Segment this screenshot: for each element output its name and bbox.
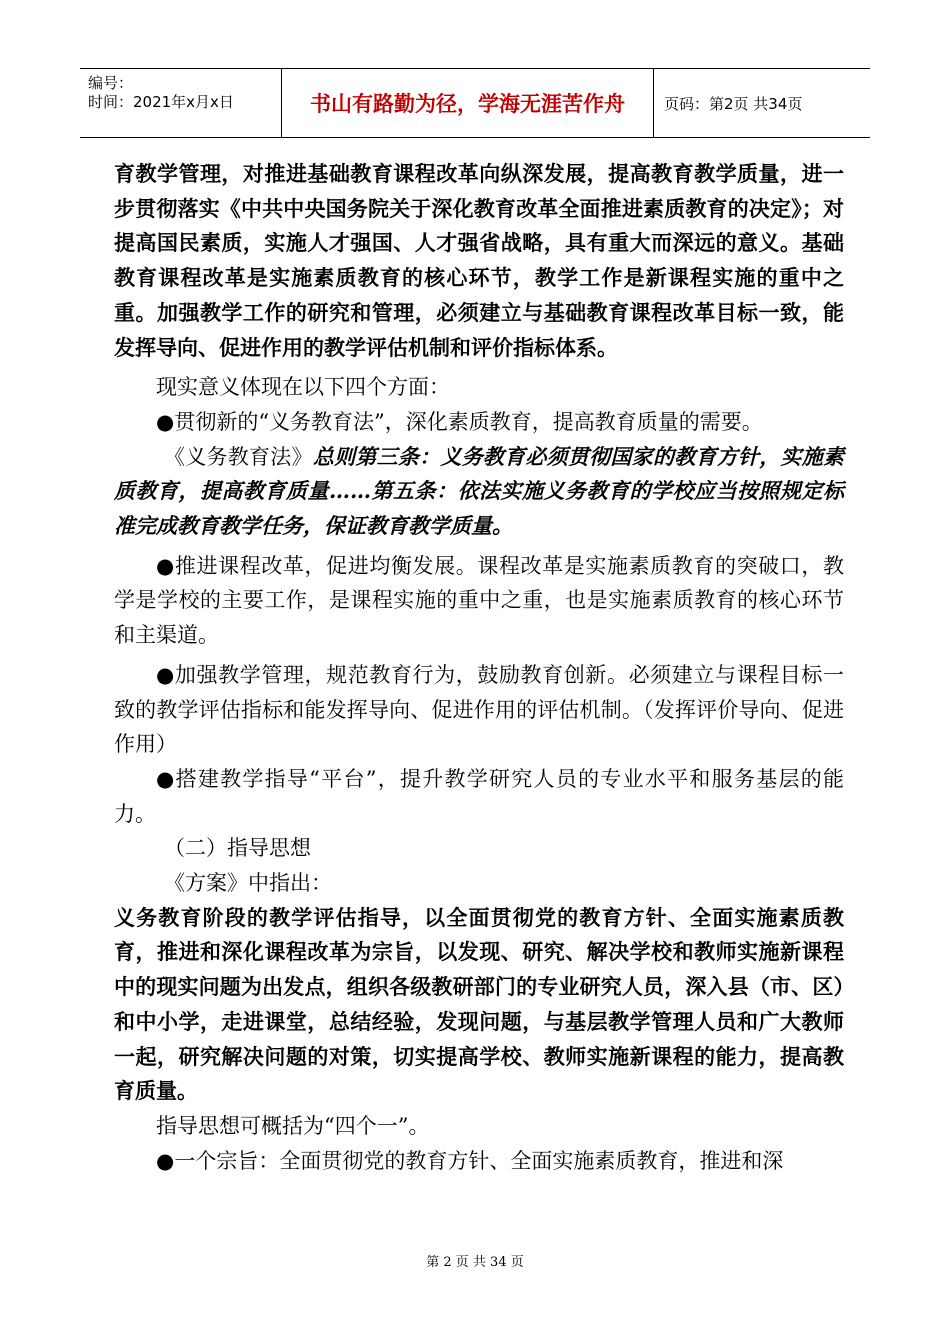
law-title: 《义务教育法》 (164, 444, 313, 469)
bullet-one-purpose: ●一个宗旨：全面贯彻党的教育方针、全面实施素质教育，推进和深 (156, 1148, 784, 1173)
document-date-label: 时间：2021年x月x日 (88, 93, 234, 111)
paragraph-significance-heading: 现实意义体现在以下四个方面： (156, 375, 450, 400)
bullet-compulsory-education-law: ●贯彻新的“义务教育法”，深化素质教育，提高教育质量的需要。 (156, 409, 763, 434)
section-heading-guiding-thought: （二）指导思想 (164, 836, 311, 861)
document-body (114, 157, 844, 1178)
bullet-curriculum-reform: ●推进课程改革，促进均衡发展。课程改革是实施素质教育的突破口，教学是学校的主要工作，是课程实施的重中之重，也是实施素质教育的核心环节和主渠道。 (114, 553, 844, 648)
header-motto: 书山有路勤为径，学海无涯苦作舟 (282, 69, 654, 137)
paragraph-guidance-bold: 义务教育阶段的教学评估指导，以全面贯彻党的教育方针、全面实施素质教育，推进和深化课程改革为宗旨，以发现、研究、解决学校和教师实施新课程中的现实问题为出发点，组织各级教研部门的专业研究人员，深入县（市、区）和中小学，走进课堂，总结经验，发现问题，与基层教学管理人员和广大教师一起，研究解决问题的对策，切实提高学校、教师实施新课程的能力，提高教育质量。 (114, 905, 844, 1104)
header-right-cell (654, 69, 870, 137)
header-page-label: 页码：第2页 共34页 (664, 95, 803, 113)
paragraph-law-quote (114, 440, 844, 544)
paragraph-intro: 育教学管理，对推进基础教育课程改革向纵深发展，提高教育教学质量，进一步贯彻落实《中共中央国务院关于深化教育改革全面推进素质教育的决定》；对提高国民素质，实施人才强国、人才强省战略，具有重大而深远的意义。基础教育课程改革是实施素质教育的核心环节，教学工作是新课程实施的重中之重。加强教学工作的研究和管理，必须建立与基础教育课程改革目标一致，能发挥导向、促进作用的教学评估机制和评价指标体系。 (114, 162, 844, 360)
header-table (80, 68, 870, 138)
bullet-guidance-platform: ●搭建教学指导“平台”，提升教学研究人员的专业水平和服务基层的能力。 (114, 766, 844, 826)
document-number-label: 编号： (88, 74, 134, 92)
header-left-cell (80, 69, 282, 137)
paragraph-four-ones: 指导思想可概括为“四个一”。 (156, 1113, 430, 1138)
paragraph-plan-states: 《方案》中指出： (164, 871, 332, 896)
bullet-teaching-management: ●加强教学管理，规范教育行为，鼓励教育创新。必须建立与课程目标一致的教学评估指标和能发挥导向、促进作用的评估机制。（发挥评价导向、促进作用） (114, 662, 844, 757)
page-footer: 第 2 页 共 34 页 (426, 1255, 524, 1270)
law-quote-text: 总则第三条：义务教育必须贯彻国家的教育方针，实施素质教育，提高教育质量……第五条：依法实施义务教育的学校应当按照规定标准完成教育教学任务，保证教育教学质量。 (114, 443, 845, 539)
